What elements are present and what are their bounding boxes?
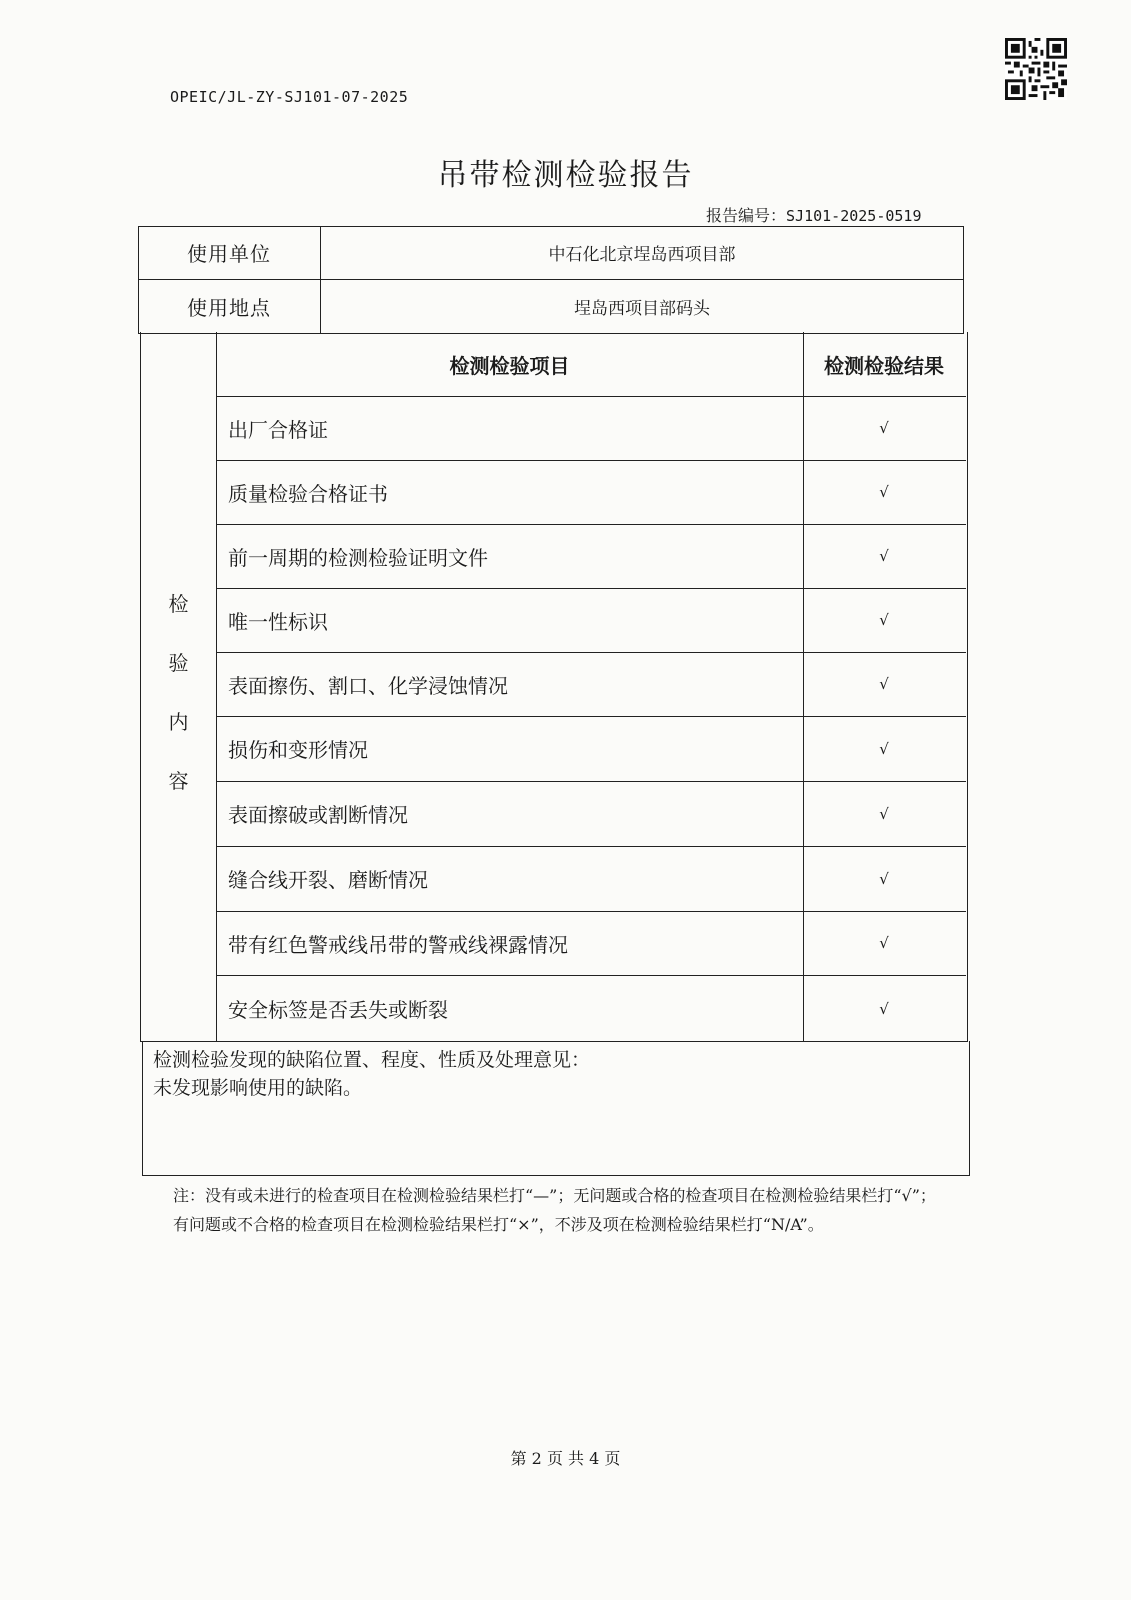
qr-code-icon xyxy=(1005,38,1067,100)
side-char: 验 xyxy=(168,651,189,675)
inspection-result: √ xyxy=(879,934,889,952)
inspection-side-label xyxy=(140,588,217,824)
report-number xyxy=(706,203,921,226)
unit-value: 中石化北京埕岛西项目部 xyxy=(548,245,736,265)
inspection-result: √ xyxy=(879,869,889,888)
inspection-result: √ xyxy=(879,611,889,629)
column-header-item: 检测检验项目 xyxy=(449,353,570,378)
document-code: OPEIC/JL-ZY-SJ101-07-2025 xyxy=(170,88,409,106)
inspection-result: √ xyxy=(879,739,889,758)
report-number-label: 报告编号： xyxy=(706,206,787,225)
findings-label: 检测检验发现的缺陷位置、程度、性质及处理意见： xyxy=(153,1049,591,1071)
inspection-item: 损伤和变形情况 xyxy=(228,738,368,762)
inspection-item: 质量检验合格证书 xyxy=(228,481,388,506)
inspection-result: √ xyxy=(879,419,889,437)
unit-label: 使用单位 xyxy=(187,242,271,266)
side-char: 内 xyxy=(168,710,189,734)
inspection-item: 表面擦伤、割口、化学浸蚀情况 xyxy=(228,673,508,698)
side-char: 容 xyxy=(168,769,189,793)
inspection-item: 表面擦破或割断情况 xyxy=(228,803,408,827)
location-label: 使用地点 xyxy=(187,296,271,320)
inspection-result: √ xyxy=(879,999,889,1018)
report-number-value: SJ101-2025-0519 xyxy=(786,207,922,225)
legend-note: 注：没有或未进行的检查项目在检测检验结果栏打“—”；无问题或合格的检查项目在检测检验结果栏打“√”；有问题或不合格的检查项目在检测检验结果栏打“×”，不涉及项在检测检验结果栏打“N/A”。 xyxy=(173,1186,936,1234)
inspection-item: 缝合线开裂、磨断情况 xyxy=(228,868,428,892)
location-value: 埕岛西项目部码头 xyxy=(574,299,710,319)
findings xyxy=(153,1046,590,1102)
side-char: 检 xyxy=(168,592,189,616)
report-title: 吊带检测检验报告 xyxy=(437,158,694,193)
inspection-result: √ xyxy=(879,547,889,565)
inspection-item: 带有红色警戒线吊带的警戒线裸露情况 xyxy=(228,932,568,957)
inspection-result: √ xyxy=(879,804,889,823)
findings-text: 未发现影响使用的缺陷。 xyxy=(153,1077,363,1099)
inspection-result: √ xyxy=(879,483,889,501)
inspection-item: 出厂合格证 xyxy=(228,417,328,442)
inspection-item: 唯一性标识 xyxy=(228,609,328,634)
column-header-result: 检测检验结果 xyxy=(824,353,944,378)
inspection-result: √ xyxy=(879,675,889,693)
page-number: 第 2 页 共 4 页 xyxy=(510,1449,621,1468)
inspection-item: 前一周期的检测检验证明文件 xyxy=(228,545,488,570)
inspection-item: 安全标签是否丢失或断裂 xyxy=(228,998,448,1022)
